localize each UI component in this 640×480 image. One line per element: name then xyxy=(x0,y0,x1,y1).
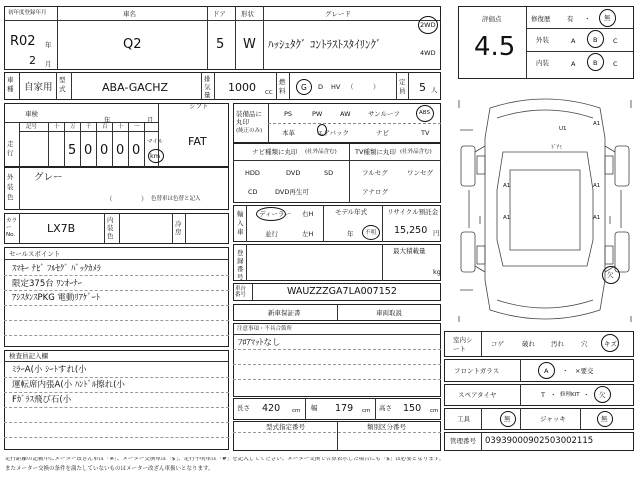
grade-value: ﾊｯｼｭﾀｸﾞ ｺﾝﾄﾗｽﾄｽﾀｲﾘﾝｸﾞ xyxy=(268,38,382,51)
equip-item: PW xyxy=(312,110,323,118)
repair-dot: ・ xyxy=(584,15,591,23)
mgmt-number: 0393900090250300​2115 xyxy=(485,436,594,446)
front-glass-a: A xyxy=(544,367,549,375)
mileage-digit: 0 xyxy=(100,143,109,158)
mileage-digit: 0 xyxy=(116,143,125,158)
ext-b: B xyxy=(593,36,598,44)
front-glass-replace: ×要交 xyxy=(575,367,594,375)
left-hand: 左H xyxy=(302,230,314,238)
int-label: 内装 xyxy=(536,59,549,67)
category-number-label: 類別区分番号 xyxy=(367,423,406,431)
doors-label: ドア xyxy=(213,10,226,18)
navi-title: ナビ種類に丸印 xyxy=(252,148,298,156)
digit-header: 十 xyxy=(118,124,124,130)
drive-2wd: 2WD xyxy=(420,21,436,29)
car-name: Q2 xyxy=(123,37,142,52)
length-label: 長さ xyxy=(237,404,250,412)
tools-value: 無 xyxy=(504,415,511,423)
inspection-year: 年 xyxy=(104,116,111,124)
inspector-line: Fｶﾞﾗｽ飛び石(小 xyxy=(12,395,72,405)
damage-mark: A1 xyxy=(593,183,601,189)
equip-item: TV xyxy=(421,129,430,137)
sales-line: ｱｼｽﾀﾝｽPKG 電動ﾘｱｹﾞｰﾄ xyxy=(12,293,100,303)
inspection-month: 月 xyxy=(147,116,154,124)
model-code: ABA-GACHZ xyxy=(102,81,169,94)
front-glass-label: フロントガラス xyxy=(454,367,500,375)
vehicle-label: 車種 xyxy=(7,76,14,93)
digit-header: 記号 xyxy=(26,124,38,130)
capacity: 5 xyxy=(419,81,426,94)
fuel-hv: HV xyxy=(331,83,341,91)
interior-item: 破れ xyxy=(522,340,535,348)
int-color-label: 内装色 xyxy=(107,216,114,240)
inspection-label: 車検 xyxy=(25,110,38,118)
tv-item: フルセグ xyxy=(362,169,388,177)
sales-line: ｽﾏｷｰ ﾅﾋﾞ ﾌﾙｾｸﾞ ﾊﾞｯｸｶﾒﾗ xyxy=(12,264,101,274)
model-year-unknown: 不明 xyxy=(365,230,377,236)
recycle-amount: 15,250 xyxy=(394,225,428,236)
equip-item: AW xyxy=(340,110,351,118)
spare-dot: ・ xyxy=(550,391,557,399)
tv-item: アナログ xyxy=(362,188,388,196)
damage-mark: A1 xyxy=(593,121,601,127)
damage-mark: A1 xyxy=(503,183,511,189)
interior-seat-label: 室内シート xyxy=(453,336,473,353)
type-designation-label: 型式指定番号 xyxy=(266,423,305,431)
attention-label: 注意事項・不具合箇所 xyxy=(237,326,293,332)
spare-dot-2: ・ xyxy=(583,391,590,399)
equip-item: サンルーフ xyxy=(368,110,400,118)
damage-mark: U1 xyxy=(559,126,567,132)
shift-label: シフト xyxy=(189,102,209,110)
height-label: 高さ xyxy=(379,404,392,412)
interior-item: 穴 xyxy=(581,340,588,348)
inspector-line: 運転席内張A(小 ﾊﾝﾄﾞﾙ擦れ(小 xyxy=(12,380,125,390)
grade-label: グレード xyxy=(325,10,351,18)
navi-item: DVD xyxy=(286,169,301,177)
navi-item: CD xyxy=(248,188,258,196)
digit-header: 万 xyxy=(70,124,76,130)
shift-value: FAT xyxy=(188,135,207,148)
unit-mile: マイル xyxy=(147,139,164,145)
import-label: 輸入車 xyxy=(237,210,244,236)
year-unit: 年 xyxy=(45,41,52,49)
first-reg-year: R02 xyxy=(10,34,36,49)
kg: kg xyxy=(433,268,441,276)
model-year-label: モデル年式 xyxy=(335,208,368,216)
damage-mark: A1 xyxy=(593,215,601,221)
unit-km: km xyxy=(150,152,161,160)
mgmt-label: 管理番号 xyxy=(450,437,476,445)
run-label: 走行 xyxy=(7,140,14,157)
interior-item: コゲ xyxy=(491,340,504,348)
spare-missing: 欠 xyxy=(599,391,606,399)
ext-a: A xyxy=(571,37,576,45)
sales-line: 限定375台 ﾜﾝｵｰﾅｰ xyxy=(12,279,82,289)
registration-label: 登録番号 xyxy=(237,249,244,281)
max-load-label: 最大積載量 xyxy=(393,247,426,255)
interior-item: 汚れ xyxy=(551,340,564,348)
equip-label: 装備品に丸印 xyxy=(236,110,262,126)
mileage-digit: 5 xyxy=(68,143,77,158)
front-glass-dot: ・ xyxy=(562,367,569,375)
tv-title: TV種類に丸印 xyxy=(355,148,396,156)
equip-item: PS xyxy=(284,110,293,118)
model-label: 型式 xyxy=(59,76,66,93)
jack-value: 無 xyxy=(601,415,608,423)
mileage-digit: 0 xyxy=(132,143,141,158)
cap-unit: 人 xyxy=(431,86,438,94)
dealer: ディーラー xyxy=(259,210,291,218)
exterior-paren-open: （ xyxy=(106,195,113,203)
fuel-d: D xyxy=(318,83,324,91)
color-no-label: カラーNo. xyxy=(6,218,18,238)
exterior-note: 色替車は色替と記入 xyxy=(151,196,201,202)
navi-title-sub: (社外品含む) xyxy=(305,149,337,155)
cap-label: 定員 xyxy=(399,78,406,95)
length-cm: cm xyxy=(292,408,301,414)
tools-label: 工具 xyxy=(457,415,470,423)
damage-mark: ﾄﾞｱﾐ xyxy=(551,145,563,151)
damage-mark: A1 xyxy=(503,215,511,221)
cc-unit: CC xyxy=(265,90,273,96)
footer-line-2: またメーター交換の条件を満たしていないものはメーター改ざん車扱いとなります。 xyxy=(5,466,214,472)
inspector-line: ﾐﾗｰA(小 ｼｰﾄすれ(小 xyxy=(12,365,87,375)
digit-header: 一 xyxy=(134,124,140,130)
width-label: 幅 xyxy=(311,404,318,412)
int-c: C xyxy=(613,60,618,68)
attention-text: ﾌﾛｱﾏｯﾄなし xyxy=(238,338,281,348)
equip-item: エアバック xyxy=(317,129,349,137)
disp-label: 排気量 xyxy=(204,75,211,99)
navi-item: DVD再生可 xyxy=(275,188,309,196)
sales-title: セールスポイント xyxy=(9,250,61,258)
exterior-paren-close: ） xyxy=(141,195,148,203)
ext-c: C xyxy=(613,37,618,45)
eval-score: 4.5 xyxy=(474,32,516,62)
vin-label: 車台番号 xyxy=(235,286,247,298)
footer-line-1: 走行距離の記載中にメーター改ざん車は「※」、メーター交換車は「$」、走行不明車は「#」を記入してください。メーター交換で合算表示した場合にも「$」は必要となります。 xyxy=(5,457,445,462)
length: 420 xyxy=(262,403,281,414)
fuel-label: 燃料 xyxy=(279,78,286,95)
interior-item: キズ xyxy=(604,340,617,348)
color-no-row xyxy=(4,213,229,244)
repair-yes: 有 xyxy=(567,15,574,23)
int-b: B xyxy=(593,59,598,67)
int-a: A xyxy=(571,60,576,68)
first-reg-label: 初年度登録年月 xyxy=(8,10,47,16)
displacement: 1000 xyxy=(228,81,256,94)
width: 179 xyxy=(335,403,354,414)
exterior-label: 外装色 xyxy=(7,173,14,201)
digit-header: 百 xyxy=(102,124,108,130)
mileage-digit: 0 xyxy=(84,143,93,158)
ext-label: 外装 xyxy=(536,36,549,44)
digit-header: 千 xyxy=(86,124,92,130)
height-cm: cm xyxy=(430,408,439,414)
recycle-label: リサイクル預託金 xyxy=(387,208,439,216)
missing-mark: 欠 xyxy=(607,271,614,279)
width-cm: cm xyxy=(362,408,371,414)
yen: 円 xyxy=(433,229,440,237)
ac-label: 冷房 xyxy=(175,220,182,236)
month-unit: 月 xyxy=(45,60,52,68)
car-damage-diagram xyxy=(455,90,635,330)
jack-label: ジャッキ xyxy=(540,415,566,423)
vehicle-type: 自家用 xyxy=(24,82,53,93)
navi-item: HDD xyxy=(245,169,260,177)
spare-label: スペアタイヤ xyxy=(458,391,497,399)
equip-item: 本革 xyxy=(282,129,295,137)
fuel-g: G xyxy=(301,83,307,92)
shape-value: W xyxy=(243,37,256,52)
eval-label: 評価点 xyxy=(482,15,502,23)
vehicle-manual: 車両取説 xyxy=(376,309,402,317)
equip-item: ナビ xyxy=(376,129,389,137)
vin: WAUZZZGA7LA007152 xyxy=(287,286,397,297)
fuel-other: （ ） xyxy=(347,83,380,91)
exterior-color: グレー xyxy=(34,172,63,183)
equip-sublabel: (純正のみ) xyxy=(236,128,263,134)
right-hand: 右H xyxy=(302,210,314,218)
repair-no: 無 xyxy=(604,14,611,22)
doors-value: 5 xyxy=(216,37,225,52)
color-no: LX7B xyxy=(47,222,76,235)
height: 150 xyxy=(403,403,422,414)
tv-item: ワンセグ xyxy=(407,169,433,177)
drive-4wd: 4WD xyxy=(420,49,436,57)
new-car-warranty: 新車保証書 xyxy=(268,309,301,317)
digit-header: 十 xyxy=(54,124,60,130)
inspector-title: 検査員記入欄 xyxy=(9,352,48,360)
parallel: 並行 xyxy=(265,230,278,238)
car-name-label: 車名 xyxy=(123,10,136,18)
spare-t: T xyxy=(541,391,545,399)
repair-label: 修復歴 xyxy=(531,15,551,23)
spare-kit: 修理KIT xyxy=(560,392,580,398)
shape-label: 形状 xyxy=(241,10,254,18)
equip-item: ABS xyxy=(419,110,430,116)
tv-title-sub: (社外品含む) xyxy=(400,149,432,155)
navi-item: SD xyxy=(324,169,334,177)
first-reg-month: 2 xyxy=(29,54,36,67)
model-year-year: 年 xyxy=(347,230,354,238)
